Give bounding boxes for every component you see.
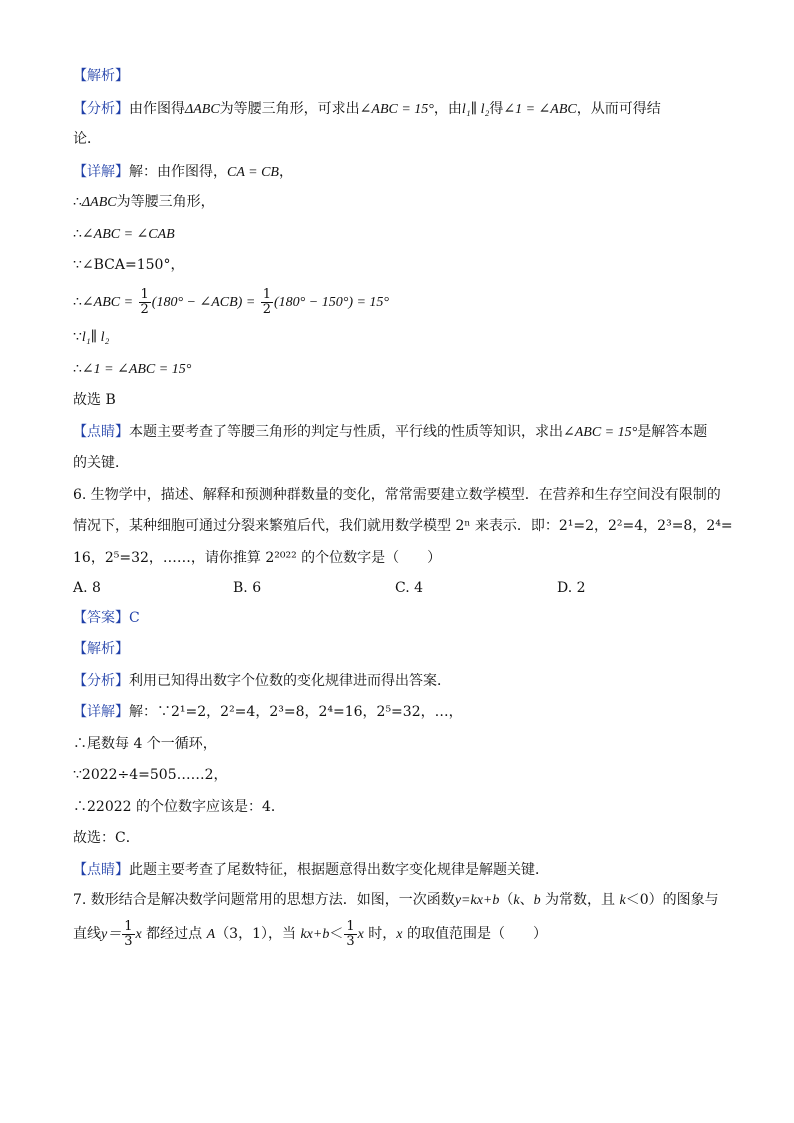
step-3: ∵∠BCA=150°， bbox=[73, 257, 185, 273]
q6-step-3: ∴22022 的个位数字应该是：4． bbox=[73, 799, 285, 815]
fraction-half bbox=[261, 288, 273, 317]
math: l₁∥ l₂ bbox=[461, 102, 490, 117]
therefore-symbol: ∴ bbox=[73, 226, 82, 242]
detail-label: 【详解】 bbox=[73, 164, 129, 180]
text: 此题主要考查了尾数特征，根据题意得出数字变化规律是解题关键． bbox=[129, 862, 549, 878]
math: k bbox=[619, 893, 626, 908]
q6-option-a: A. 8 bbox=[73, 580, 101, 596]
detail-line bbox=[73, 162, 293, 183]
step-1 bbox=[73, 192, 215, 213]
denominator: 3 bbox=[346, 933, 355, 949]
math: y=kx+b bbox=[454, 893, 500, 908]
text: 为常数，且 bbox=[540, 892, 620, 908]
remark-line-1 bbox=[73, 422, 707, 443]
text: 直线 bbox=[73, 926, 101, 942]
therefore-symbol: ∴ bbox=[73, 194, 82, 210]
analysis-header: 【解析】 bbox=[73, 68, 129, 84]
q6-line-1: 6. 生物学中，描述、解释和预测种群数量的变化，常常需要建立数学模型．在营养和生存空间没有限制的 bbox=[73, 487, 721, 503]
math: (180° − 150°) = 15° bbox=[274, 295, 390, 310]
math: (180° − ∠ACB) = bbox=[151, 295, 256, 310]
text: 由作图得 bbox=[129, 101, 185, 117]
math: b bbox=[533, 893, 541, 908]
therefore-symbol: ∴ bbox=[73, 361, 82, 377]
fraction-third bbox=[344, 920, 356, 949]
analysis-line-2: 论． bbox=[73, 131, 101, 147]
fraction-half bbox=[139, 288, 151, 317]
q6-step-4: 故选：C． bbox=[73, 830, 140, 846]
math: k bbox=[513, 893, 520, 908]
math: ∠1 = ∠ABC bbox=[503, 102, 577, 117]
text: 解：由作图得， bbox=[129, 164, 227, 180]
text: ＜ bbox=[329, 926, 344, 942]
q6-step-1: ∴尾数每 4 个一循环， bbox=[73, 736, 217, 752]
q7-line-2 bbox=[73, 918, 547, 951]
remark-label: 【点睛】 bbox=[73, 424, 129, 440]
text: 都经过点 bbox=[141, 926, 207, 942]
q6-analysis-header: 【解析】 bbox=[73, 641, 129, 657]
denominator: 2 bbox=[262, 301, 272, 317]
detail-label: 【详解】 bbox=[73, 704, 129, 720]
analysis-label: 【分析】 bbox=[73, 101, 129, 117]
remark-line-2: 的关键． bbox=[73, 455, 129, 471]
text: 7. 数形结合是解决数学问题常用的思想方法．如图，一次函数 bbox=[73, 892, 455, 908]
math: l₁∥ l₂ bbox=[81, 330, 110, 345]
text: （3，1），当 bbox=[215, 926, 301, 942]
q6-line-2: 情况下，某种细胞可通过分裂来繁殖后代，我们就用数学模型 2ⁿ 来表示．即：2¹=2，2²=4，2³=8，2⁴= bbox=[73, 518, 733, 534]
text: （ bbox=[499, 892, 514, 908]
math: x bbox=[135, 927, 142, 942]
q6-option-b: B. 6 bbox=[233, 580, 262, 596]
numerator: 1 bbox=[262, 286, 272, 302]
math: A bbox=[206, 927, 216, 942]
q6-step-2: ∵2022÷4=505……2， bbox=[73, 767, 228, 783]
math: y＝ bbox=[101, 927, 122, 942]
math: ∠ABC = 15° bbox=[563, 425, 638, 440]
analysis-line-1 bbox=[73, 99, 661, 120]
text: 是解答本题 bbox=[637, 424, 708, 440]
text: 为等腰三角形，可求出 bbox=[219, 101, 360, 117]
step-5 bbox=[73, 327, 109, 348]
fraction-third bbox=[122, 920, 134, 949]
text: ， bbox=[278, 164, 293, 180]
text: 为等腰三角形， bbox=[116, 194, 215, 210]
therefore-symbol: ∴ bbox=[73, 294, 82, 310]
math: CA = CB bbox=[227, 165, 279, 180]
text: 解：∵2¹=2，2²=4，2³=8，2⁴=16，2⁵=32，…， bbox=[129, 704, 463, 720]
q6-line-3: 16，2⁵=32，……，请你推算 2²⁰²² 的个位数字是（ ） bbox=[73, 550, 442, 566]
math: ∠ABC = bbox=[81, 295, 134, 310]
math: x bbox=[357, 927, 364, 942]
step-6 bbox=[73, 359, 191, 380]
text: 的取值范围是（ ） bbox=[402, 926, 547, 942]
numerator: 1 bbox=[124, 918, 133, 934]
text: 本题主要考查了等腰三角形的判定与性质，平行线的性质等知识，求出 bbox=[129, 424, 563, 440]
math: ΔABC bbox=[185, 102, 220, 117]
q6-remark bbox=[73, 860, 549, 880]
text: ，由 bbox=[433, 101, 462, 117]
q6-option-d: D. 2 bbox=[557, 580, 586, 596]
text: 、 bbox=[519, 892, 534, 908]
q6-analysis bbox=[73, 671, 451, 691]
q6-answer: 【答案】C bbox=[73, 610, 140, 626]
denominator: 2 bbox=[140, 301, 149, 317]
numerator: 1 bbox=[346, 918, 355, 934]
denominator: 3 bbox=[124, 933, 133, 949]
choice-line: 故选 B bbox=[73, 392, 116, 408]
q6-detail bbox=[73, 702, 463, 722]
math: kx+b bbox=[300, 927, 330, 942]
numerator: 1 bbox=[140, 286, 149, 302]
because-symbol: ∵ bbox=[73, 329, 82, 345]
remark-label: 【点睛】 bbox=[73, 862, 129, 878]
math: ∠1 = ∠ABC = 15° bbox=[81, 362, 192, 377]
text: ＜0）的图象与 bbox=[625, 892, 719, 908]
analysis-label: 【分析】 bbox=[73, 673, 129, 689]
step-2 bbox=[73, 224, 175, 245]
step-4 bbox=[73, 287, 389, 318]
math: ∠ABC = 15° bbox=[359, 102, 434, 117]
text: 得 bbox=[489, 101, 504, 117]
q6-option-c: C. 4 bbox=[395, 580, 424, 596]
q7-line-1 bbox=[73, 890, 719, 911]
text: ，从而可得结 bbox=[576, 101, 661, 117]
text: 利用已知得出数字个位数的变化规律进而得出答案． bbox=[129, 673, 451, 689]
text: 时， bbox=[363, 926, 397, 942]
math: x bbox=[396, 927, 403, 942]
math: ΔABC bbox=[81, 195, 117, 210]
math: ∠ABC = ∠CAB bbox=[81, 227, 175, 242]
